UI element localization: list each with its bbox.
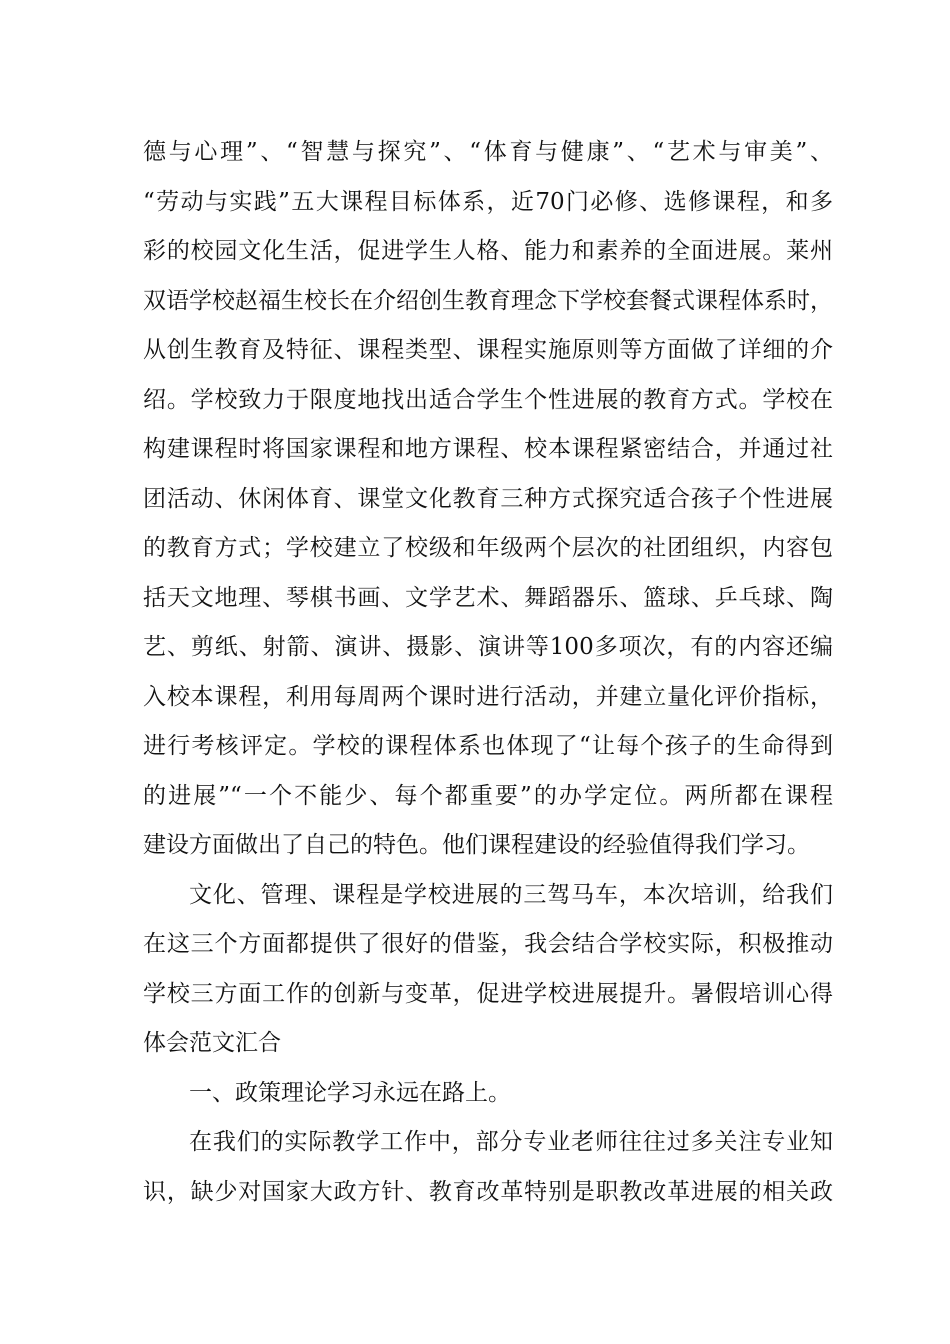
paragraph-end-line: 体会范文汇合 xyxy=(143,1030,281,1056)
text-line: 双语学校赵福生校长在介绍创生教育理念下学校套餐式课程体系时， xyxy=(143,287,833,314)
text-line: 学校三方面工作的创新与变革，促进学校进展提升。暑假培训心得 xyxy=(143,980,833,1007)
text-line: 的教育方式；学校建立了校级和年级两个层次的社团组织，内容包 xyxy=(143,535,833,561)
text-line: 彩的校园文化生活，促进学生人格、能力和素养的全面进展。莱州 xyxy=(143,238,833,264)
paragraph-first-line: 文化、管理、课程是学校进展的三驾马车，本次培训，给我们 xyxy=(189,881,833,908)
text-line: 艺、剪纸、射箭、演讲、摄影、演讲等100多项次，有的内容还编 xyxy=(143,634,833,660)
text-line: 括天文地理、琴棋书画、文学艺术、舞蹈器乐、篮球、乒乓球、陶 xyxy=(143,584,833,611)
section-heading: 一、政策理论学习永远在路上。 xyxy=(189,1079,511,1106)
text-line: 入校本课程，利用每周两个课时进行活动，并建立量化评价指标， xyxy=(143,683,833,710)
body-text xyxy=(143,128,833,1217)
text-line: 从创生教育及特征、课程类型、课程实施原则等方面做了详细的介 xyxy=(143,337,833,363)
text-line: 团活动、休闲体育、课堂文化教育三种方式探究适合孩子个性进展 xyxy=(143,485,833,512)
text-line: “劳动与实践”五大课程目标体系，近70门必修、选修课程，和多 xyxy=(143,188,833,215)
text-line: 进行考核评定。学校的课程体系也体现了“让每个孩子的生命得到 xyxy=(143,733,833,759)
text-line: 在这三个方面都提供了很好的借鉴，我会结合学校实际，积极推动 xyxy=(143,931,833,957)
text-line: 德与心理”、“智慧与探究”、“体育与健康”、“艺术与审美”、 xyxy=(143,139,833,165)
text-line: 绍。学校致力于限度地找出适合学生个性进展的教育方式。学校在 xyxy=(143,386,833,413)
paragraph-first-line: 在我们的实际教学工作中，部分专业老师往往过多关注专业知 xyxy=(189,1129,833,1155)
text-line: 的进展”“一个不能少、每个都重要”的办学定位。两所都在课程 xyxy=(143,782,833,809)
text-line: 构建课程时将国家课程和地方课程、校本课程紧密结合，并通过社 xyxy=(143,436,833,462)
paragraph-end-line: 建设方面做出了自己的特色。他们课程建设的经验值得我们学习。 xyxy=(143,832,810,858)
text-line: 识，缺少对国家大政方针、教育改革特别是职教改革进展的相关政 xyxy=(143,1178,833,1205)
